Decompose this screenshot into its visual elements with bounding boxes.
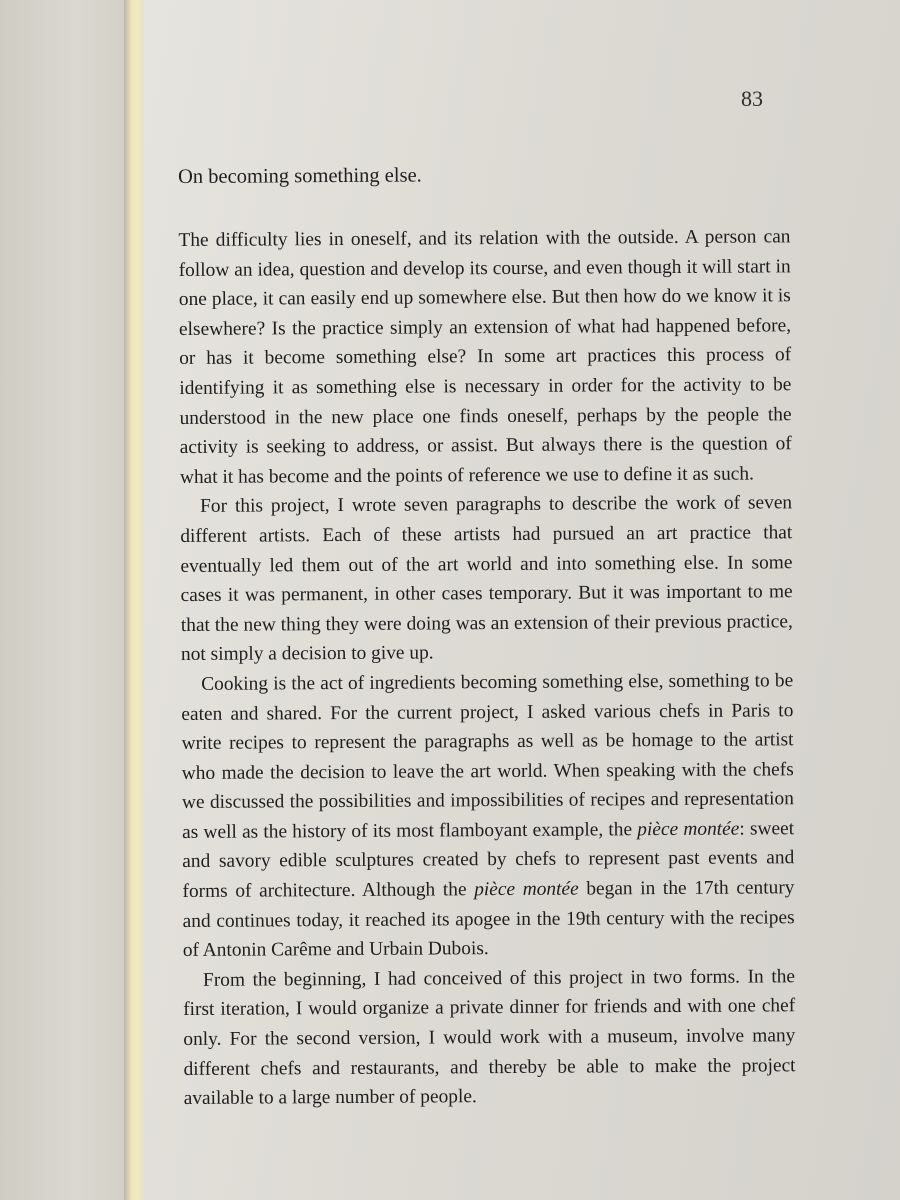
paragraph-3-text-2: : sweet and savory edible sculptures created by chefs to represent past events and forms of architecture. Although the xyxy=(182,818,795,903)
section-heading: On becoming something else. xyxy=(178,164,422,188)
book-gutter xyxy=(124,0,146,1200)
paragraph-3-text-1: Cooking is the act of ingredients becoming something else, something to be eaten and shared. For the current project, I asked various chefs in Paris to write recipes to represent the paragraphs as well as be homage to the artist who made the decision to leave the art world. When speaking with the chefs we discussed the possibilities and impossibilities of recipes and representation as well as the history of its most flamboyant example, the xyxy=(181,670,794,843)
page-number: 83 xyxy=(741,86,763,111)
paragraph-3-italic-1: pièce montée xyxy=(637,818,740,841)
paragraph-4: From the beginning, I had conceived of this project in two forms. In the first iteration, I would organize a private dinner for friends and with one chef only. For the second version, I would work with a museum, involve many different chefs and restaurants, and thereby be able to make the project available to a large number of people. xyxy=(183,966,796,1110)
left-page xyxy=(0,0,128,1200)
paragraph-3 xyxy=(181,666,795,966)
paragraph-1: The difficulty lies in oneself, and its relation with the outside. A person can follow an idea, question and develop its course, and even though it will start in one place, it can easily end up somewhere else. But then how do we know it is elsewhere? Is the practice simply an extension of what had happened before, or has it become something else? In some art practices this process of identifying it as something else is necessary in order for the activity to be understood in the new place one finds oneself, perhaps by the people the activity is seeking to address, or assist. But always there is the question of what it has become and the points of reference we use to define it as such. xyxy=(178,226,792,488)
paragraph-2: For this project, I wrote seven paragraphs to describe the work of seven different artists. Each of these artists had pursued an art practice that eventually led them out of the art world and into something else. In some cases it was permanent, in other cases temporary. But it was important to me that the new thing they were doing was an extension of their previous practice, not simply a decision to give up. xyxy=(180,492,793,666)
paragraph-3-italic-2: pièce montée xyxy=(474,878,579,901)
page-content xyxy=(178,158,796,1114)
paragraph-3-text-3: began in the 17th century and continues today, it reached its apogee in the 19th century with the recipes of Antonin Carême and Urbain Dubois. xyxy=(182,877,795,962)
